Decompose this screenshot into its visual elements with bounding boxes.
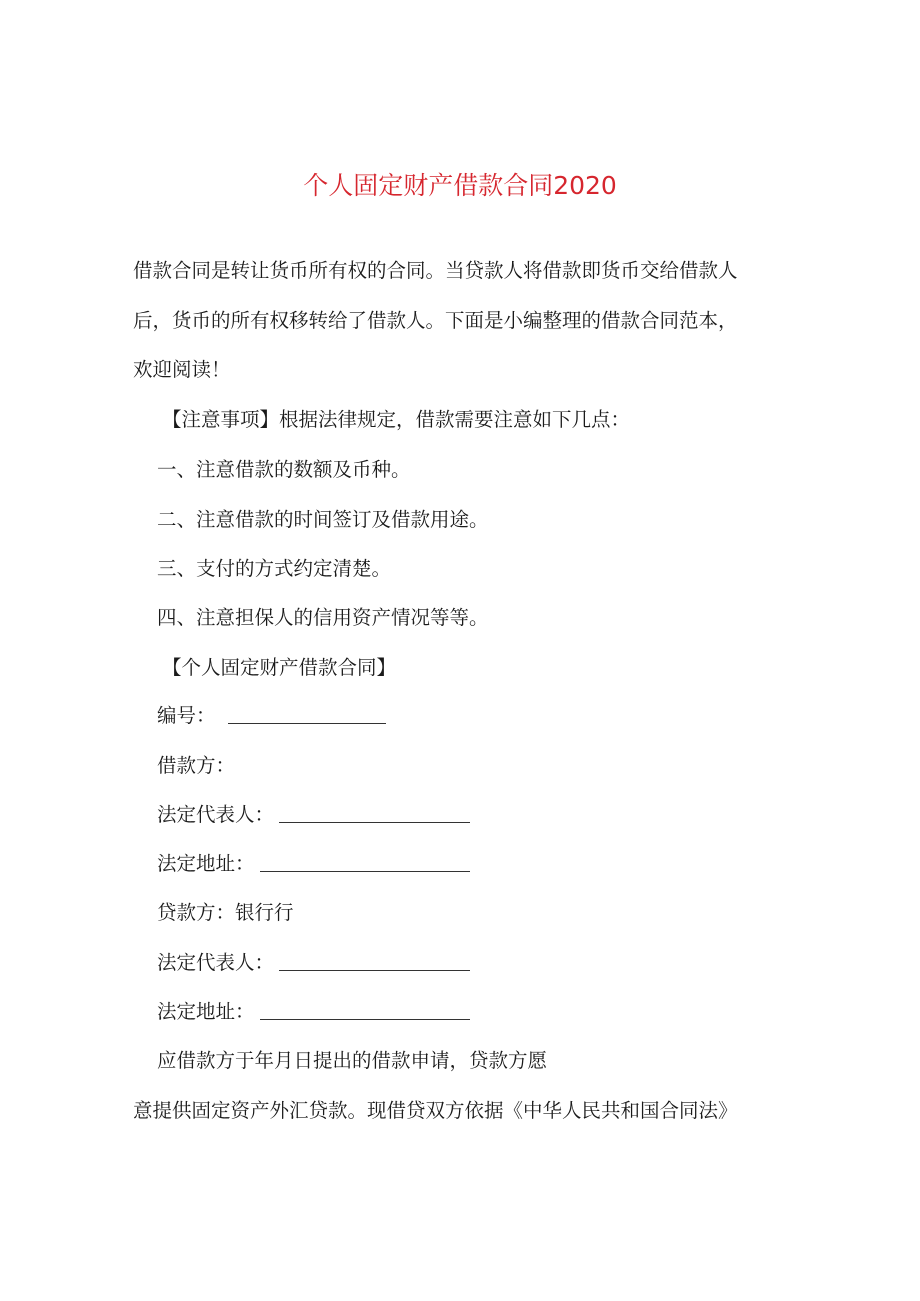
lender-addr-label: 法定地址： [157, 1000, 255, 1023]
body-line-2: 意提供固定资产外汇贷款。现借贷双方依据《中华人民共和国合同法》 [133, 1099, 738, 1122]
notice-item-4: 四、注意担保人的信用资产情况等等。 [157, 606, 489, 629]
lender-addr-blank-line [260, 1019, 470, 1020]
lender-rep-blank-line [279, 970, 470, 971]
intro-line-2: 后，货币的所有权移转给了借款人。下面是小编整理的借款合同范本， [133, 309, 738, 332]
lender-label: 贷款方：银行行 [157, 901, 294, 924]
document-title: 个人固定财产借款合同2020 [303, 171, 617, 200]
notice-heading: 【注意事项】根据法律规定，借款需要注意如下几点： [162, 408, 631, 431]
notice-item-1: 一、注意借款的数额及币种。 [157, 458, 411, 481]
number-label: 编号： [157, 704, 216, 727]
intro-line-1: 借款合同是转让货币所有权的合同。当贷款人将借款即货币交给借款人 [133, 259, 738, 282]
borrower-addr-label: 法定地址： [157, 852, 255, 875]
borrower-label: 借款方： [157, 754, 236, 777]
number-blank-line [228, 723, 386, 724]
notice-item-3: 三、支付的方式约定清楚。 [157, 557, 392, 580]
borrower-addr-blank-line [260, 871, 470, 872]
intro-line-3: 欢迎阅读！ [133, 358, 231, 381]
body-line-1: 应借款方于年月日提出的借款申请，贷款方愿 [157, 1049, 548, 1072]
notice-item-2: 二、注意借款的时间签订及借款用途。 [157, 508, 489, 531]
borrower-rep-label: 法定代表人： [157, 803, 275, 826]
borrower-rep-blank-line [279, 822, 470, 823]
lender-rep-label: 法定代表人： [157, 951, 275, 974]
contract-heading: 【个人固定财产借款合同】 [162, 656, 397, 679]
